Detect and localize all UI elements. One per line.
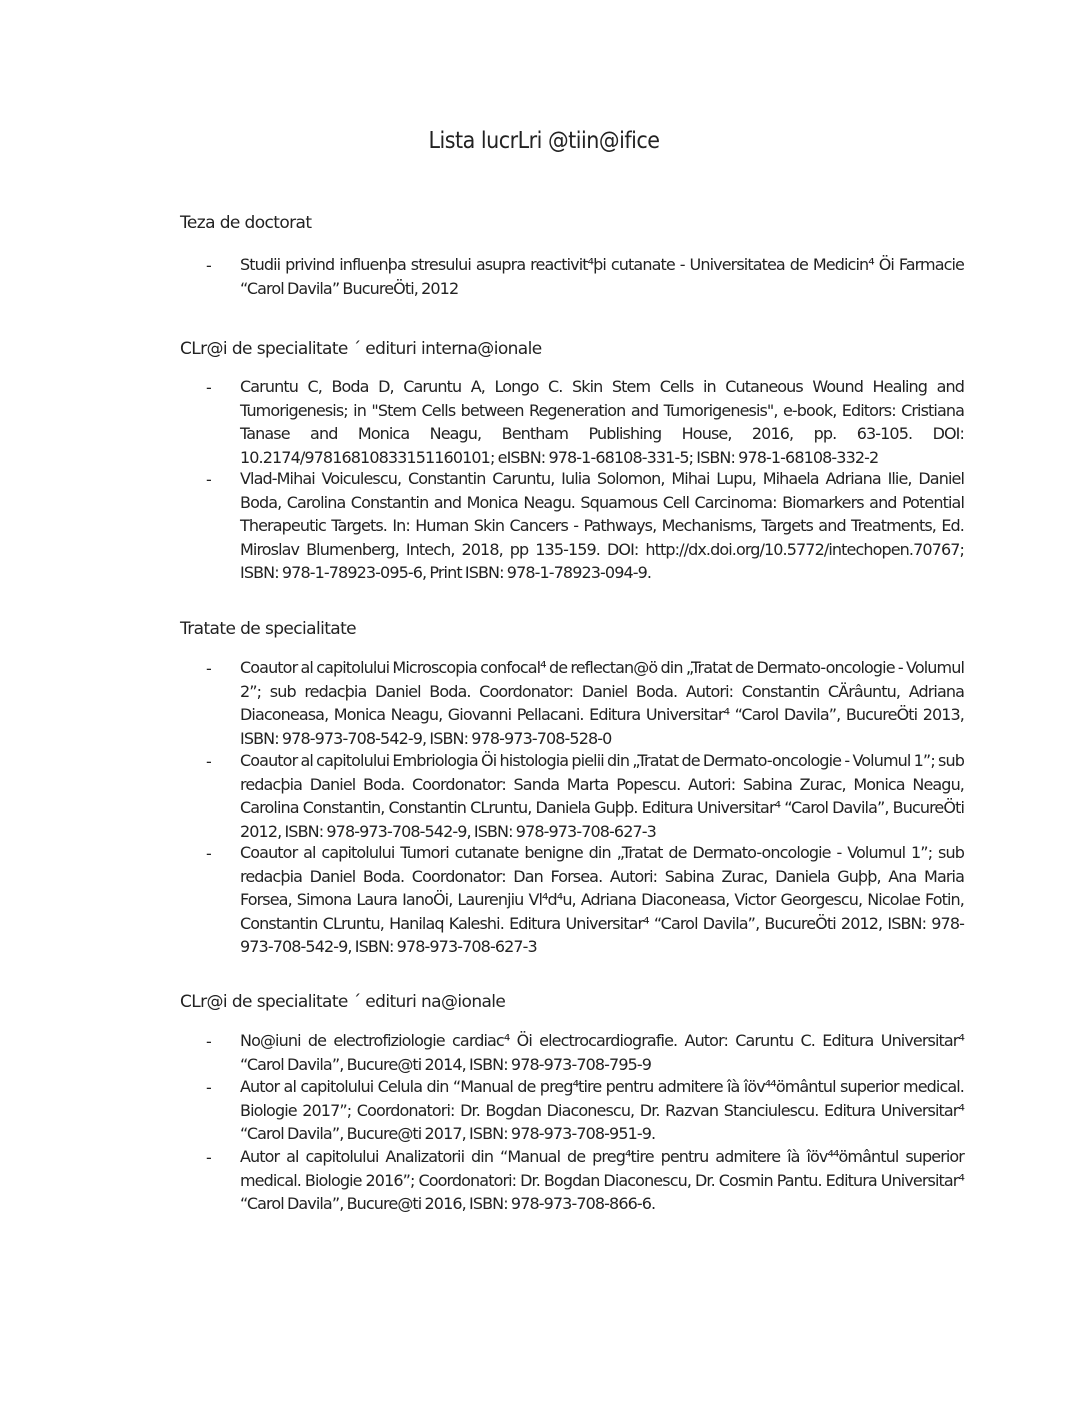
list-item: Autor al capitolului Celula din “Manual de preg⁴tire pentru admitere îà îöv⁴⁴ömântul superior medical. Biologie 2017”; Coordonatori: Dr. Bogdan Diaconescu, Dr. Razvan Stanciulescu. Editura Universitar⁴ “Carol Davila”, Bucure@ti 2017, ISBN: 978-973-708-951-9. — [240, 1077, 964, 1143]
list-bullet: - — [206, 844, 212, 863]
list-item: Coautor al capitolului Microscopia confocal⁴ de reflectan@ö din „Tratat de Dermato-oncologie - Volumul 2”; sub redacþia Daniel Boda. Coordonator: Daniel Boda. Autori: Constantin CÄrâuntu, Adriana Diaconeasa, Monica Neagu, Giovanni Pellacani. Editura Universitar⁴ “Carol Davila”, BucureÖti 2013, ISBN: 978-973-708-542-9, ISBN: 978-973-708-528-0 — [240, 658, 964, 748]
list-bullet: - — [206, 1148, 212, 1167]
section-heading-tratate: Tratate de specialitate — [180, 619, 357, 639]
section-heading-carti-nationale: CLr@i de specialitate ´ edituri na@ionale — [180, 992, 506, 1012]
list-bullet: - — [206, 378, 212, 397]
list-item: Vlad-Mihai Voiculescu, Constantin Caruntu, Iulia Solomon, Mihai Lupu, Mihaela Adriana Ilie, Daniel Boda, Carolina Constantin and Monica Neagu. Squamous Cell Carcinoma: Biomarkers and Potential Therapeutic Targets. In: Human Skin Cancers - Pathways, Mechanisms, Targets and Treatments, Ed. Miroslav Blumenberg, Intech, 2018, pp 135-159. DOI: http://dx.doi.org/10.5772/intechopen.70767; ISBN: 978-1-78923-095-6, Print ISBN: 978-1-78923-094-9. — [240, 469, 964, 582]
list-item: Caruntu C, Boda D, Caruntu A, Longo C. Skin Stem Cells in Cutaneous Wound Healing and Tumorigenesis; in "Stem Cells between Regeneration and Tumorigenesis", e-book, Editors: Cristiana Tanase and Monica Neagu, Bentham Publishing House, 2016, pp. 63-105. DOI: 10.2174/97816810833151160101; eISBN: 978-1-68108-331-5; ISBN: 978-1-68108-332-2 — [240, 377, 964, 467]
list-bullet: - — [206, 659, 212, 678]
list-item: No@iuni de electrofiziologie cardiac⁴ Öi electrocardiografie. Autor: Caruntu C. Editura Universitar⁴ “Carol Davila”, Bucure@ti 2014, ISBN: 978-973-708-795-9 — [240, 1031, 964, 1074]
list-bullet: - — [206, 256, 212, 275]
list-bullet: - — [206, 752, 212, 771]
list-bullet: - — [206, 1032, 212, 1051]
list-bullet: - — [206, 470, 212, 489]
list-item: Autor al capitolului Analizatorii din “Manual de preg⁴tire pentru admitere îà îöv⁴⁴ömântul superior medical. Biologie 2016”; Coordonatori: Dr. Bogdan Diaconescu, Dr. Cosmin Pantu. Editura Universitar⁴ “Carol Davila”, Bucure@ti 2016, ISBN: 978-973-708-866-6. — [240, 1147, 964, 1213]
section-heading-teza: Teza de doctorat — [180, 213, 312, 233]
page-title: Lista lucrLri @tiin@ifice — [428, 128, 660, 154]
list-bullet: - — [206, 1078, 212, 1097]
list-item: Coautor al capitolului Embriologia Öi histologia pielii din „Tratat de Dermato-oncologie - Volumul 1”; sub redacþia Daniel Boda. Coordonator: Sanda Marta Popescu. Autori: Sabina Zurac, Monica Neagu, Carolina Constantin, Constantin CLruntu, Daniela Guþþ. Editura Universitar⁴ “Carol Davila”, BucureÖti 2012, ISBN: 978-973-708-542-9, ISBN: 978-973-708-627-3 — [240, 751, 964, 841]
list-item: Coautor al capitolului Tumori cutanate benigne din „Tratat de Dermato-oncologie - Volumul 1”; sub redacþia Daniel Boda. Coordonator: Dan Forsea. Autori: Sabina Zurac, Daniela Guþþ, Ana Maria Forsea, Simona Laura IanoÖi, Laurenjiu Vl⁴d⁴u, Adriana Diaconeasa, Victor Georgescu, Nicolae Fotin, Constantin CLruntu, Hanilaq Kaleshi. Editura Universitar⁴ “Carol Davila”, BucureÖti 2012, ISBN: 978-973-708-542-9, ISBN: 978-973-708-627-3 — [240, 843, 964, 956]
section-heading-carti-internationale: CLr@i de specialitate ´ edituri interna@ionale — [180, 339, 542, 359]
list-item: Studii privind influenþa stresului asupra reactivit⁴þi cutanate - Universitatea de Medicin⁴ Öi Farmacie “Carol Davila” BucureÖti, 2012 — [240, 255, 964, 298]
